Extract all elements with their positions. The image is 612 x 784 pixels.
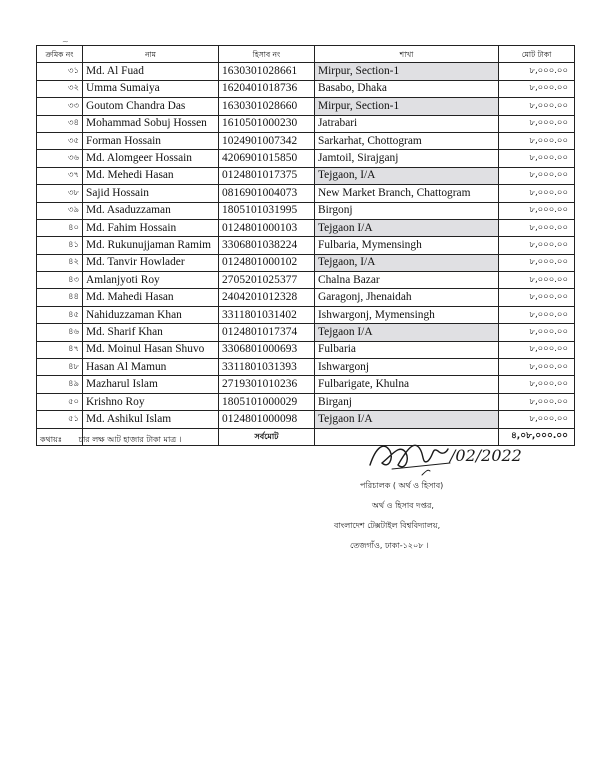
row-name: Md. Al Fuad [83,63,219,80]
row-serial: ৪২ [37,254,83,271]
in-words-text: চার লক্ষ আট হাজার টাকা মাত্র । [78,435,182,444]
row-account: 0124801000102 [219,254,315,271]
row-name: Md. Mahedi Hasan [83,289,219,306]
row-branch: Garagonj, Jhenaidah [315,289,499,306]
row-name: Nahiduzzaman Khan [83,306,219,323]
row-amount: ৮,০০০.০০ [499,272,575,289]
header-amount: মোট টাকা [499,46,575,63]
row-serial: ৩৪ [37,115,83,132]
row-serial: ৫০ [37,393,83,410]
row-name: Mazharul Islam [83,376,219,393]
table-row [37,132,575,149]
row-amount: ৮,০০০.০০ [499,115,575,132]
row-amount: ৮,০০০.০০ [499,185,575,202]
row-branch: Tejgaon, I/A [315,167,499,184]
table-row [37,254,575,271]
table-body [37,63,575,428]
total-label: সর্বমোট [219,428,315,445]
in-words-label: কথায়ঃ [40,435,63,444]
row-serial: ৪৮ [37,359,83,376]
table-row [37,237,575,254]
row-serial: ৪৭ [37,341,83,358]
row-account: 1024901007342 [219,132,315,149]
table-row [37,393,575,410]
signatory-address: তেজগাঁও, ঢাকা-১২০৮ । [350,541,429,550]
row-amount: ৮,০০০.০০ [499,150,575,167]
row-amount: ৮,০০০.০০ [499,63,575,80]
row-account: 3306801000693 [219,341,315,358]
signatory-title: পরিচালক ( অর্থ ও হিসাব) [360,481,444,490]
row-name: Sajid Hossain [83,185,219,202]
row-account: 0124801017374 [219,324,315,341]
row-serial: ৪৯ [37,376,83,393]
table-row [37,80,575,97]
row-branch: Sarkarhat, Chottogram [315,132,499,149]
table-row [37,359,575,376]
row-account: 1805101000029 [219,393,315,410]
row-account: 2719301010236 [219,376,315,393]
row-serial: ৩২ [37,80,83,97]
row-account: 2705201025377 [219,272,315,289]
header-serial: ক্রমিক নং [37,46,83,63]
row-name: Forman Hossain [83,132,219,149]
row-amount: ৮,০০০.০০ [499,359,575,376]
row-account: 3311801031393 [219,359,315,376]
table-row [37,219,575,236]
row-serial: ৪০ [37,219,83,236]
row-amount: ৮,০০০.০০ [499,80,575,97]
row-branch: Mirpur, Section-1 [315,98,499,115]
amount-in-words [40,434,182,447]
payment-table [36,45,575,446]
row-name: Goutom Chandra Das [83,98,219,115]
row-serial: ৩৩ [37,98,83,115]
row-account: 4206901015850 [219,150,315,167]
row-branch: Ishwargonj [315,359,499,376]
row-account: 1630301028660 [219,98,315,115]
table-row [37,115,575,132]
row-branch: Fulbaria, Mymensingh [315,237,499,254]
table-row [37,341,575,358]
row-account: 3311801031402 [219,306,315,323]
table-row [37,150,575,167]
row-amount: ৮,০০০.০০ [499,167,575,184]
row-branch: Birganj [315,393,499,410]
row-amount: ৮,০০০.০০ [499,98,575,115]
row-serial: ৩৫ [37,132,83,149]
row-branch: Jamtoil, Sirajganj [315,150,499,167]
row-branch: Fulbaria [315,341,499,358]
row-branch: Tejgaon I/A [315,219,499,236]
row-serial: ৩৮ [37,185,83,202]
table-row [37,185,575,202]
header-name: নাম [83,46,219,63]
header-account: হিসাব নং [219,46,315,63]
row-name: Amlanjyoti Roy [83,272,219,289]
row-name: Krishno Roy [83,393,219,410]
row-name: Md. Ashikul Islam [83,411,219,428]
table-header-row [37,46,575,63]
row-serial: ৪৩ [37,272,83,289]
row-branch: Tejgaon I/A [315,324,499,341]
row-branch: Tejgaon, I/A [315,254,499,271]
row-amount: ৮,০০০.০০ [499,237,575,254]
row-name: Md. Mehedi Hasan [83,167,219,184]
row-serial: ৪৬ [37,324,83,341]
table-row [37,63,575,80]
row-name: Md. Asaduzzaman [83,202,219,219]
row-name: Md. Moinul Hasan Shuvo [83,341,219,358]
handwritten-signature [362,425,542,481]
row-serial: ৫১ [37,411,83,428]
row-account: 1630301028661 [219,63,315,80]
row-account: 2404201012328 [219,289,315,306]
row-serial: ৪৫ [37,306,83,323]
row-serial: ৪৪ [37,289,83,306]
row-branch: Basabo, Dhaka [315,80,499,97]
row-account: 1620401018736 [219,80,315,97]
row-branch: New Market Branch, Chattogram [315,185,499,202]
table-row [37,376,575,393]
row-amount: ৮,০০০.০০ [499,254,575,271]
row-account: 1610501000230 [219,115,315,132]
row-serial: ৩৭ [37,167,83,184]
row-branch: Jatrabari [315,115,499,132]
row-amount: ৮,০০০.০০ [499,219,575,236]
row-amount: ৮,০০০.০০ [499,341,575,358]
signature-scribble [362,425,542,481]
row-account: 0124801017375 [219,167,315,184]
row-amount: ৮,০০০.০০ [499,393,575,410]
row-name: Hasan Al Mamun [83,359,219,376]
row-amount: ৮,০০০.০০ [499,289,575,306]
row-name: Mohammad Sobuj Hossen [83,115,219,132]
scan-mark: ~ [62,37,69,46]
row-name: Md. Rukunujjaman Ramim [83,237,219,254]
row-amount: ৮,০০০.০০ [499,324,575,341]
row-account: 3306801038224 [219,237,315,254]
row-name: Md. Fahim Hossain [83,219,219,236]
row-account: 1805101031995 [219,202,315,219]
table-row [37,272,575,289]
header-branch: শাখা [315,46,499,63]
row-amount: ৮,০০০.০০ [499,376,575,393]
table-row [37,98,575,115]
signatory-university: বাংলাদেশ টেক্সটাইল বিশ্ববিদ্যালয়, [334,521,441,530]
row-name: Md. Tanvir Howlader [83,254,219,271]
row-name: Md. Sharif Khan [83,324,219,341]
row-account: 0816901004073 [219,185,315,202]
row-name: Umma Sumaiya [83,80,219,97]
row-serial: ৩৯ [37,202,83,219]
row-branch: Mirpur, Section-1 [315,63,499,80]
table-row [37,306,575,323]
total-amount: ৪,০৮,০০০.০০ [499,428,575,445]
row-name: Md. Alomgeer Hossain [83,150,219,167]
signature-date: /02/2022 [450,446,522,465]
row-branch: Ishwargonj, Mymensingh [315,306,499,323]
row-serial: ৪১ [37,237,83,254]
row-amount: ৮,০০০.০০ [499,411,575,428]
table-row [37,167,575,184]
signatory-department: অর্থ ও হিসাব দপ্তর, [372,501,434,510]
row-serial: ৩১ [37,63,83,80]
row-account: 0124801000103 [219,219,315,236]
table-row [37,202,575,219]
table-row [37,289,575,306]
signatory-block [330,476,530,556]
table-row [37,324,575,341]
row-branch: Birgonj [315,202,499,219]
row-amount: ৮,০০০.০০ [499,306,575,323]
row-branch: Fulbarigate, Khulna [315,376,499,393]
row-serial: ৩৬ [37,150,83,167]
row-branch: Chalna Bazar [315,272,499,289]
row-amount: ৮,০০০.০০ [499,202,575,219]
row-account: 0124801000098 [219,411,315,428]
row-branch: Tejgaon I/A [315,411,499,428]
row-amount: ৮,০০০.০০ [499,132,575,149]
